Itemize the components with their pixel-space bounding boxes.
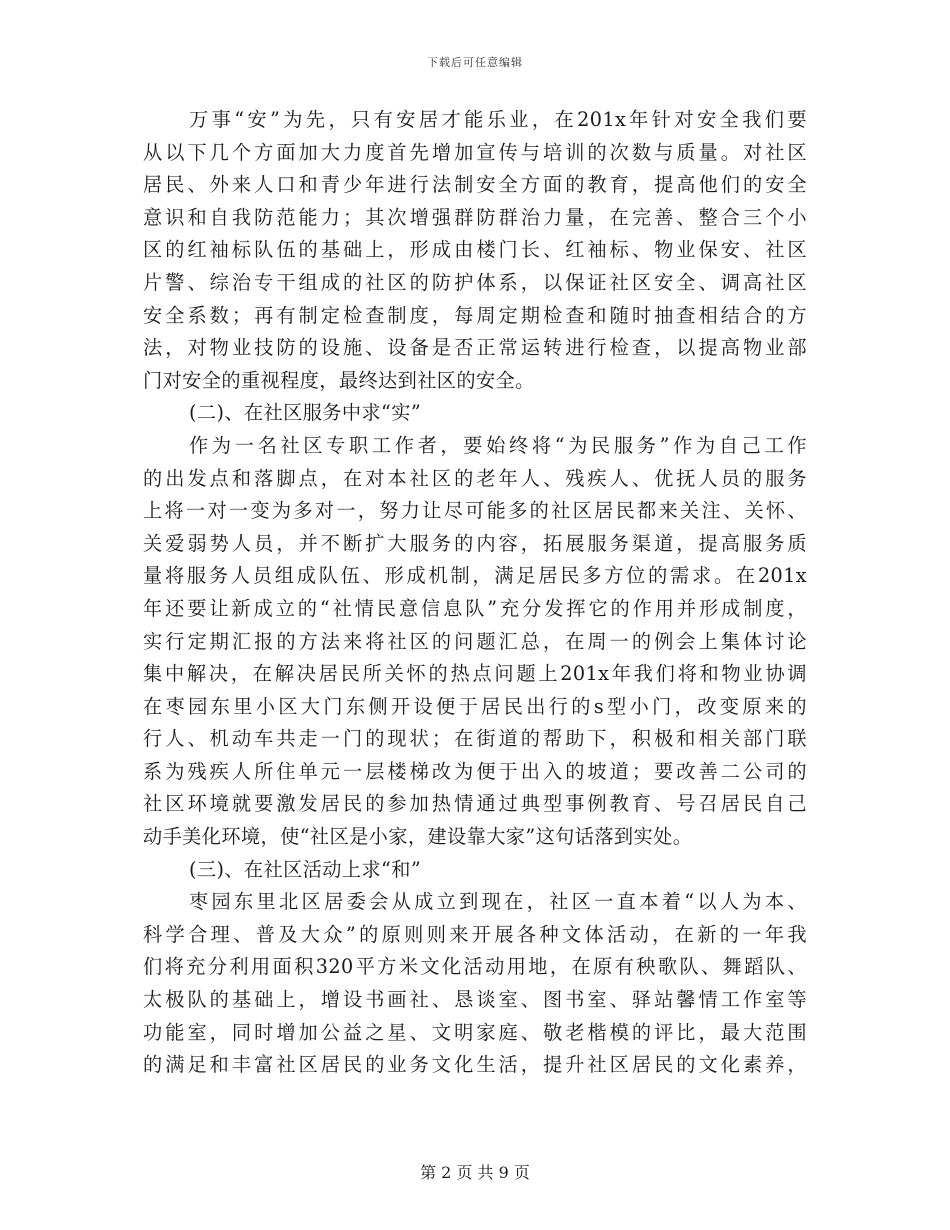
- text-line: 门对安全的重视程度，最终达到社区的安全。: [143, 368, 535, 392]
- text-line: 行人、机动车共走一门的现状；在街道的帮助下，积极和相关部门联: [143, 727, 807, 751]
- text-line: 居民、外来人口和青少年进行法制安全方面的教育，提高他们的安全: [143, 173, 807, 197]
- section-heading: (三)、在社区活动上求“和”: [189, 857, 422, 881]
- text-line: 们将充分利用面积320平方米文化活动用地，在原有秧歌队、舞蹈队、: [143, 955, 807, 979]
- text-line: 的出发点和落脚点，在对本社区的老年人、残疾人、优抚人员的服务: [143, 466, 807, 490]
- text-line: 量将服务人员组成队伍、形成机制，满足居民多方位的需求。在201x: [143, 564, 807, 588]
- text-line: 在枣园东里小区大门东侧开设便于居民出行的s型小门，改变原来的: [143, 694, 807, 718]
- text-line: 社区环境就要激发居民的参加热情通过典型事例教育、号召居民自己: [143, 792, 807, 816]
- text-line: 安全系数；再有制定检查制度，每周定期检查和随时抽查相结合的方: [143, 303, 807, 327]
- text-line: 的满足和丰富社区居民的业务文化生活，提升社区居民的文化素养，: [143, 1053, 807, 1077]
- text-line: 功能室，同时增加公益之星、文明家庭、敬老楷模的评比，最大范围: [143, 1020, 807, 1044]
- section-heading: (二)、在社区服务中求“实”: [189, 401, 422, 425]
- text-line: 动手美化环境，使“社区是小家，建设靠大家”这句话落到实处。: [143, 825, 693, 849]
- text-line: 枣园东里北区居委会从成立到现在，社区一直本着“以人为本、: [189, 890, 807, 914]
- text-line: 太极队的基础上，增设书画社、恳谈室、图书室、驿站馨情工作室等: [143, 988, 807, 1012]
- text-line: 从以下几个方面加大力度首先增加宣传与培训的次数与质量。对社区: [143, 140, 807, 164]
- text-line: 关爱弱势人员，并不断扩大服务的内容，拓展服务渠道，提高服务质: [143, 531, 807, 555]
- text-line: 科学合理、普及大众”的原则则来开展各种文体活动，在新的一年我: [143, 922, 807, 946]
- text-line: 系为残疾人所住单元一层楼梯改为便于出入的坡道；要改善二公司的: [143, 759, 807, 783]
- text-line: 区的红袖标队伍的基础上，形成由楼门长、红袖标、物业保安、社区: [143, 238, 807, 262]
- text-line: 意识和自我防范能力；其次增强群防群治力量，在完善、整合三个小: [143, 205, 807, 229]
- text-line: 年还要让新成立的“社情民意信息队”充分发挥它的作用并形成制度，: [143, 596, 807, 620]
- text-line: 片警、综治专干组成的社区的防护体系，以保证社区安全、调高社区: [143, 270, 807, 294]
- page-number-footer: 第 2 页 共 9 页: [420, 1163, 530, 1182]
- page-header: 下载后可任意编辑: [427, 56, 523, 69]
- text-line: 上将一对一变为多对一，努力让尽可能多的社区居民都来关注、关怀、: [143, 499, 807, 523]
- text-line: 万事“安”为先，只有安居才能乐业，在201x年针对安全我们要: [189, 108, 807, 131]
- text-line: 作为一名社区专职工作者，要始终将“为民服务”作为自己工作: [189, 433, 807, 457]
- text-line: 法，对物业技防的设施、设备是否正常运转进行检查，以提高物业部: [143, 336, 807, 360]
- document-body: [143, 104, 807, 1082]
- text-line: 集中解决，在解决居民所关怀的热点问题上201x年我们将和物业协调: [143, 662, 807, 686]
- text-line: 实行定期汇报的方法来将社区的问题汇总，在周一的例会上集体讨论: [143, 629, 807, 653]
